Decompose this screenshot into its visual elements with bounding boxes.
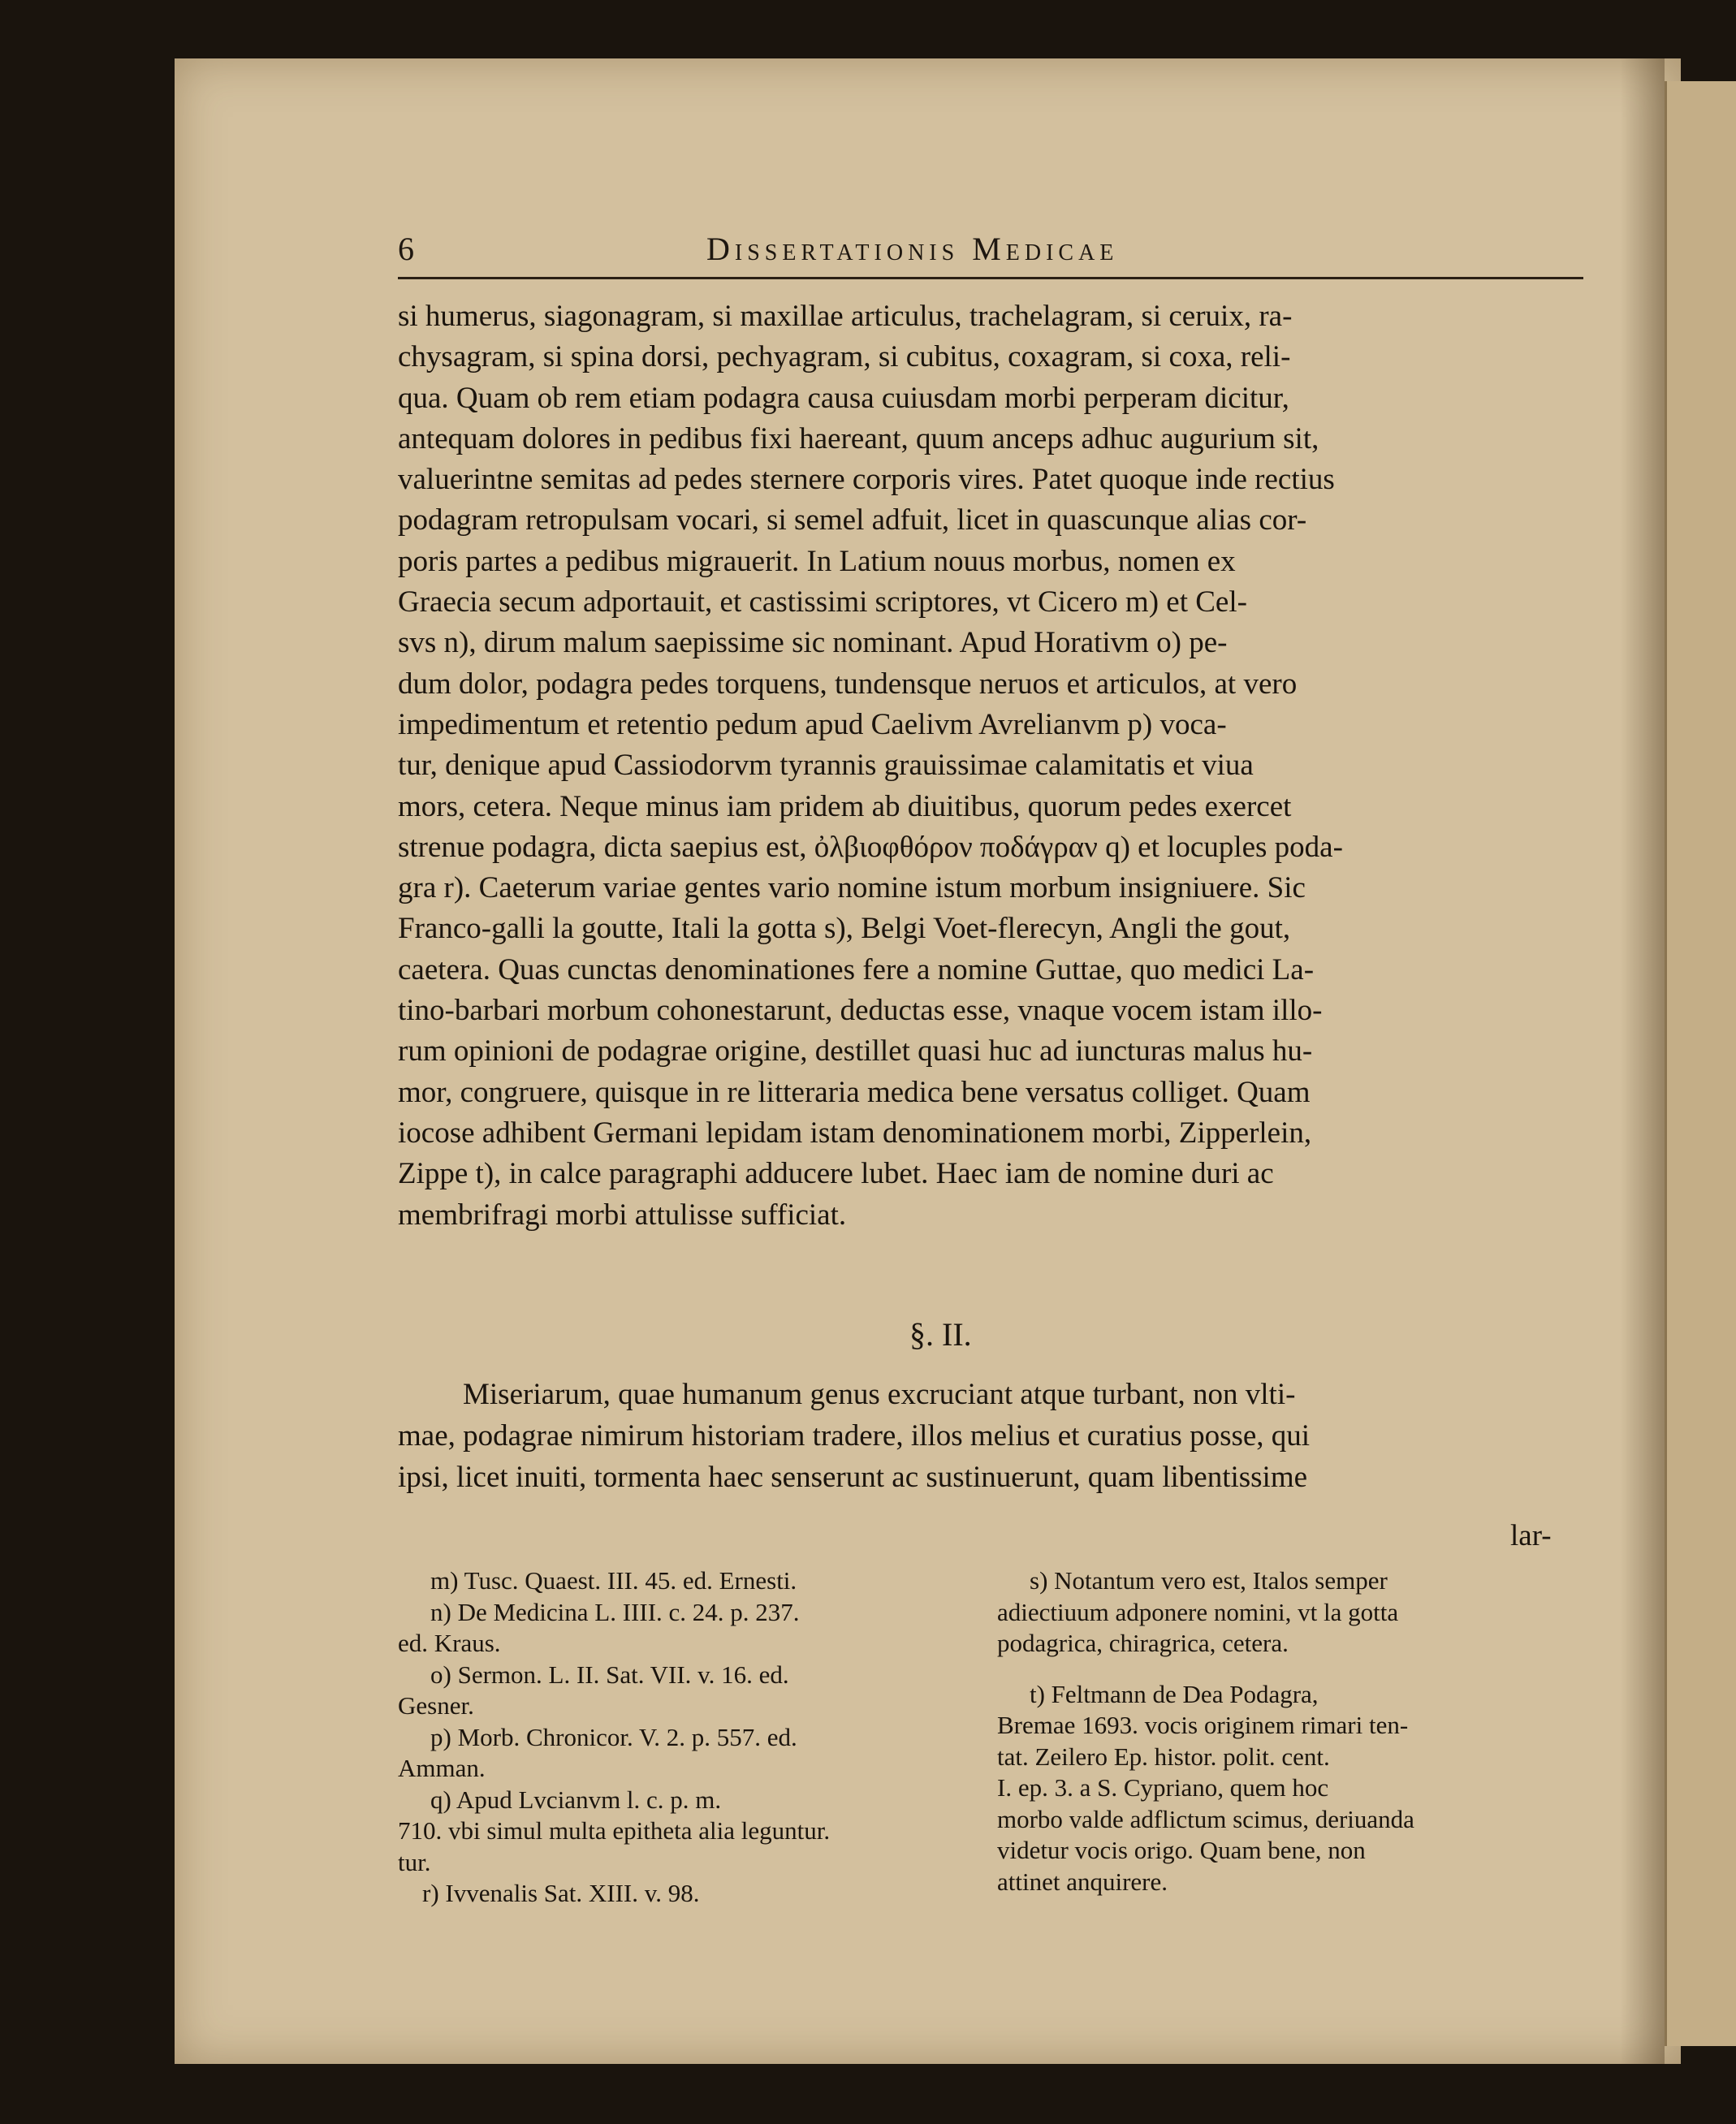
text-line: Zippe t), in calce paragraphi adducere lubet. Haec iam de nomine duri ac (398, 1157, 1274, 1191)
text-line: Graecia secum adportauit, et castissimi scriptores, vt Cicero m) et Cel- (398, 585, 1247, 620)
text-line: gra r). Caeterum variae gentes vario nomine istum morbum insigniuere. Sic (398, 871, 1306, 905)
footnote-line: Gesner. (398, 1691, 474, 1720)
text-line: dum dolor, podagra pedes torquens, tundensque neruos et articulos, at vero (398, 667, 1298, 701)
footnotes-left-column (398, 1565, 966, 1910)
text-line: membrifragi morbi attulisse sufficiat. (398, 1198, 847, 1232)
running-title: Dissertationis Medicae (706, 231, 1119, 267)
text-line: ipsi, licet inuiti, tormenta haec senserunt ac sustinuerunt, quam libentissime (398, 1461, 1308, 1494)
footnote-line: podagrica, chiragrica, cetera. (997, 1629, 1289, 1657)
footnote-line: 710. vbi simul multa epitheta alia leguntur. (398, 1816, 831, 1845)
footnote-line: s) Notantum vero est, Italos semper (1030, 1566, 1388, 1595)
text-line: caetera. Quas cunctas denominationes fere a nomine Guttae, quo medici La- (398, 952, 1315, 986)
text-line: mae, podagrae nimirum historiam tradere, illos melius et curatius posse, qui (398, 1419, 1311, 1453)
facing-page-edge (1665, 81, 1736, 2046)
footnote-line: I. ep. 3. a S. Cypriano, quem hoc (997, 1773, 1329, 1802)
text-line: antequam dolores in pedibus fixi haereant, quum anceps adhuc augurium sit, (398, 421, 1319, 455)
header-rule (398, 277, 1583, 279)
text-line: Franco-galli la goutte, Itali la gotta s), Belgi Voet-flerecyn, Angli the gout, (398, 912, 1291, 946)
text-line: iocose adhibent Germani lepidam istam denominationem morbi, Zipperlein, (398, 1116, 1312, 1150)
text-line: rum opinioni de podagrae origine, destillet quasi huc ad iuncturas malus hu- (398, 1034, 1313, 1068)
footnote-line: tat. Zeilero Ep. histor. polit. cent. (997, 1742, 1330, 1771)
footnote-line: adiectiuum adponere nomini, vt la gotta (997, 1597, 1399, 1626)
text-line: podagram retropulsam vocari, si semel adfuit, licet in quascunque alias cor- (398, 503, 1307, 537)
main-text-section-1 (398, 296, 1575, 1236)
text-line: mors, cetera. Neque minus iam pridem ab diuitibus, quorum pedes exercet (398, 789, 1292, 823)
text-line: tur, denique apud Cassiodorvm tyrannis grauissimae calamitatis et viua (398, 749, 1254, 783)
text-line: tino-barbari morbum cohonestarunt, deductas esse, vnaque vocem istam illo- (398, 994, 1323, 1028)
text-line: chysagram, si spina dorsi, pechyagram, si cubitus, coxagram, si coxa, reli- (398, 340, 1291, 374)
footnote-line: t) Feltmann de Dea Podagra, (1030, 1679, 1319, 1708)
page-number: 6 (398, 231, 419, 267)
footnote-line: n) De Medicina L. IIII. c. 24. p. 237. (430, 1597, 800, 1626)
footnote-line: tur. (398, 1847, 431, 1876)
catchword: lar- (1510, 1519, 1552, 1552)
footnote-line: Amman. (398, 1754, 486, 1782)
footnote-line: Bremae 1693. vocis originem rimari ten- (997, 1711, 1409, 1739)
text-line: qua. Quam ob rem etiam podagra causa cuiusdam morbi perperam dicitur, (398, 381, 1289, 415)
footnote-gap (997, 1660, 1565, 1679)
footnotes-right-column (997, 1565, 1565, 1897)
section-heading: §. II. (909, 1316, 972, 1353)
footnote-line: r) Ivvenalis Sat. XIII. v. 98. (422, 1879, 700, 1907)
running-header (398, 230, 1583, 278)
footnote-line: p) Morb. Chronicor. V. 2. p. 557. ed. (430, 1722, 797, 1751)
footnote-line: attinet anquirere. (997, 1867, 1168, 1896)
footnote-line: q) Apud Lvcianvm l. c. p. m. (430, 1785, 722, 1814)
footnote-line: ed. Kraus. (398, 1629, 501, 1657)
text-line: svs n), dirum malum saepissime sic nominant. Apud Horativm o) pe- (398, 626, 1228, 660)
footnote-line: videtur vocis origo. Quam bene, non (997, 1836, 1366, 1864)
main-text-section-2 (398, 1374, 1575, 1498)
text-line: si humerus, siagonagram, si maxillae articulus, trachelagram, si ceruix, ra- (398, 300, 1293, 333)
page-gutter-shadow (1620, 58, 1665, 2064)
text-line: impedimentum et retentio pedum apud Caelivm Avrelianvm p) voca- (398, 707, 1227, 741)
footnote-line: o) Sermon. L. II. Sat. VII. v. 16. ed. (430, 1660, 789, 1689)
text-line: valuerintne semitas ad pedes sternere corporis vires. Patet quoque inde rectius (398, 463, 1335, 497)
text-line: mor, congruere, quisque in re litteraria medica bene versatus colliget. Quam (398, 1075, 1311, 1109)
text-line: strenue podagra, dicta saepius est, ὀλβιοφθόρον ποδάγραν q) et locuples poda- (398, 830, 1343, 864)
footnote-line: morbo valde adflictum scimus, deriuanda (997, 1804, 1414, 1833)
footnote-line: m) Tusc. Quaest. III. 45. ed. Ernesti. (430, 1566, 797, 1595)
text-line: poris partes a pedibus migrauerit. In Latium nouus morbus, nomen ex (398, 544, 1236, 578)
text-line: Miseriarum, quae humanum genus excruciant atque turbant, non vlti- (463, 1378, 1296, 1411)
